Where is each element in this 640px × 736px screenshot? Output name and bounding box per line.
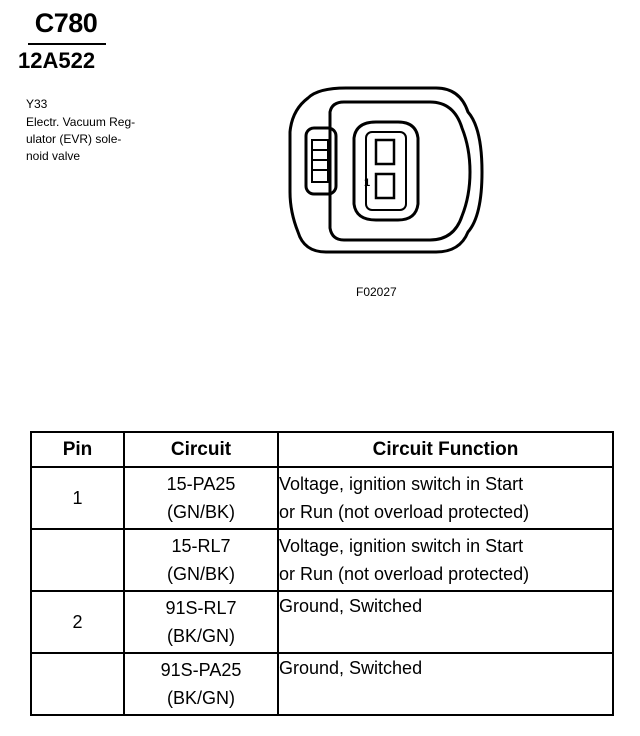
table-row (31, 467, 613, 529)
pin-cell: 2 (31, 591, 124, 653)
pin-cell (31, 653, 124, 715)
title-divider (28, 43, 106, 45)
circuit-cell: 15-RL7 (GN/BK) (124, 529, 278, 591)
component-code: Y33 (26, 97, 48, 111)
function-cell: Voltage, ignition switch in Start or Run (not overload protected) (278, 529, 613, 591)
function-cell: Voltage, ignition switch in Start or Run (not overload protected) (278, 467, 613, 529)
pin-cell: 1 (31, 467, 124, 529)
function-cell: Ground, Switched (278, 653, 613, 715)
connector-face-diagram (286, 82, 486, 262)
table-row (31, 653, 613, 715)
part-number: 12A522 (18, 48, 96, 73)
table-header-row (31, 432, 613, 467)
pin-1-cavity (376, 174, 394, 198)
header-circuit-function: Circuit Function (278, 432, 613, 467)
pin-1-label: 1 (364, 177, 371, 189)
pin-2-cavity (376, 140, 394, 164)
table-row (31, 591, 613, 653)
function-cell: Ground, Switched (278, 591, 613, 653)
header-pin: Pin (31, 432, 124, 467)
circuit-cell: 91S-RL7 (BK/GN) (124, 591, 278, 653)
circuit-cell: 15-PA25 (GN/BK) (124, 467, 278, 529)
table-row (31, 529, 613, 591)
header-circuit: Circuit (124, 432, 278, 467)
pin-cavity-block (354, 122, 418, 220)
component-description: Electr. Vacuum Reg- ulator (EVR) sole- noid valve (26, 115, 136, 163)
pinout-table (30, 431, 614, 716)
pin-cell (31, 529, 124, 591)
figure-code: F02027 (356, 285, 397, 299)
circuit-cell: 91S-PA25 (BK/GN) (124, 653, 278, 715)
connector-id: C780 (34, 8, 98, 38)
